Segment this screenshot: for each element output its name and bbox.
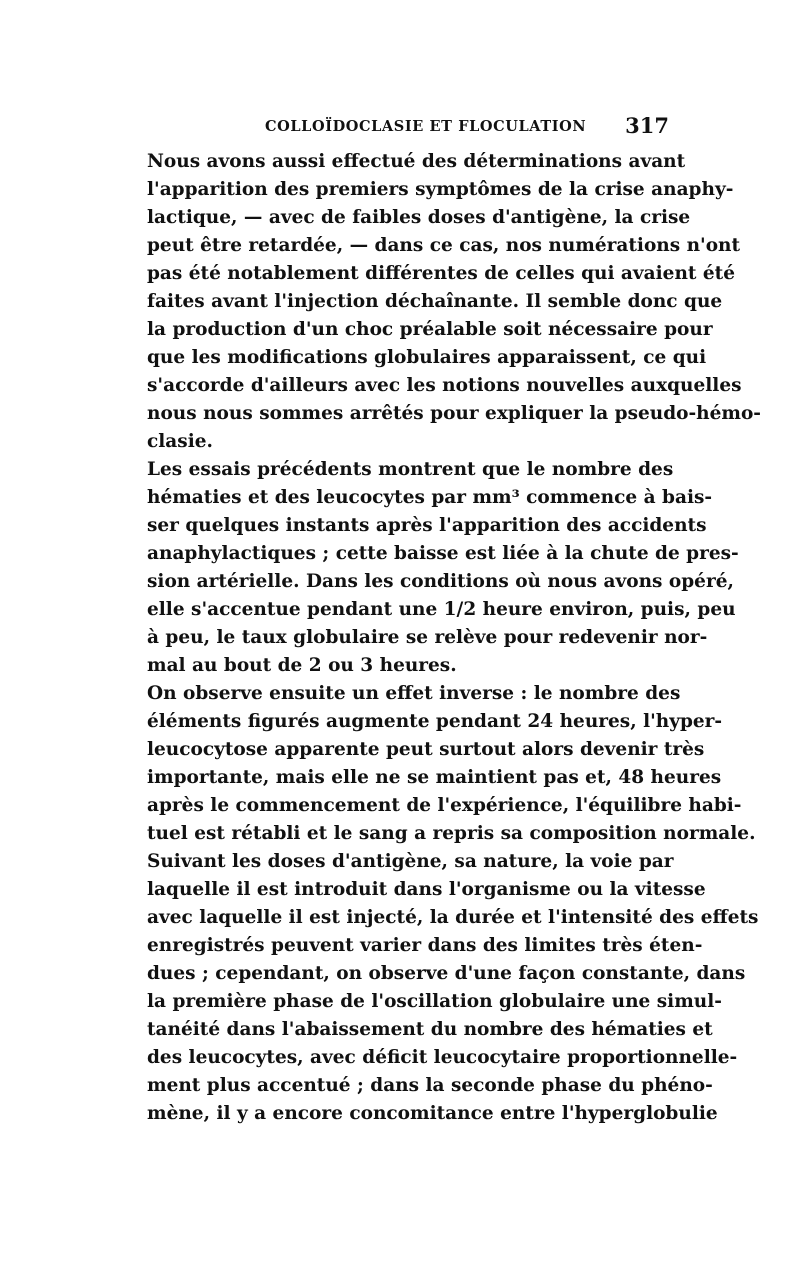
text-line: tuel est rétabli et le sang a repris sa composition normale. [147,823,756,844]
text-line: à peu, le taux globulaire se relève pour redevenir nor- [147,627,708,648]
body-text [147,148,761,1128]
text-line: avec laquelle il est injecté, la durée et l'intensité des effets [147,907,759,928]
text-line: clasie. [147,431,213,452]
text-line: la première phase de l'oscillation globulaire une simul- [147,991,722,1012]
text-line: après le commencement de l'expérience, l'équilibre habi- [147,795,742,816]
page-number: 317 [625,113,669,138]
text-line: peut être retardée, — dans ce cas, nos numérations n'ont [147,235,741,256]
text-line: nous nous sommes arrêtés pour expliquer la pseudo-hémo- [147,403,761,424]
text-line: s'accorde d'ailleurs avec les notions nouvelles auxquelles [147,375,742,396]
text-line: enregistrés peuvent varier dans des limites très éten- [147,935,703,956]
text-line: que les modifications globulaires apparaissent, ce qui [147,347,707,368]
running-head [147,113,671,140]
text-line: ment plus accentué ; dans la seconde phase du phéno- [147,1075,713,1096]
text-line: faites avant l'injection déchaînante. Il semble donc que [147,291,723,312]
text-line: Les essais précédents montrent que le nombre des [147,459,674,480]
text-line: éléments figurés augmente pendant 24 heures, l'hyper- [147,711,723,732]
text-line: elle s'accentue pendant une 1/2 heure environ, puis, peu [147,599,736,620]
text-line: l'apparition des premiers symptômes de la crise anaphy- [147,179,734,200]
text-line: anaphylactiques ; cette baisse est liée à la chute de pres- [147,543,739,564]
text-line: laquelle il est introduit dans l'organisme ou la vitesse [147,879,706,900]
text-line: hématies et des leucocytes par mm³ commence à bais- [147,487,713,508]
text-line: tanéité dans l'abaissement du nombre des hématies et [147,1019,713,1040]
text-line: lactique, — avec de faibles doses d'antigène, la crise [147,207,691,228]
running-title: COLLOÏDOCLASIE ET FLOCULATION [265,118,587,135]
text-line: importante, mais elle ne se maintient pas et, 48 heures [147,767,722,788]
text-line: Nous avons aussi effectué des déterminations avant [147,151,686,172]
text-line: leucocytose apparente peut surtout alors devenir très [147,739,705,760]
text-line: pas été notablement différentes de celles qui avaient été [147,263,735,284]
text-line: ser quelques instants après l'apparition des accidents [147,515,707,536]
text-line: On observe ensuite un effet inverse : le nombre des [147,683,681,704]
text-line: mal au bout de 2 ou 3 heures. [147,655,457,676]
text-line: Suivant les doses d'antigène, sa nature, la voie par [147,851,674,872]
text-line: dues ; cependant, on observe d'une façon constante, dans [147,963,746,984]
text-line: mène, il y a encore concomitance entre l'hyperglobulie [147,1103,718,1124]
text-line: des leucocytes, avec déficit leucocytaire proportionnelle- [147,1047,738,1068]
text-line: sion artérielle. Dans les conditions où nous avons opéré, [147,571,734,592]
text-line: la production d'un choc préalable soit nécessaire pour [147,319,713,340]
